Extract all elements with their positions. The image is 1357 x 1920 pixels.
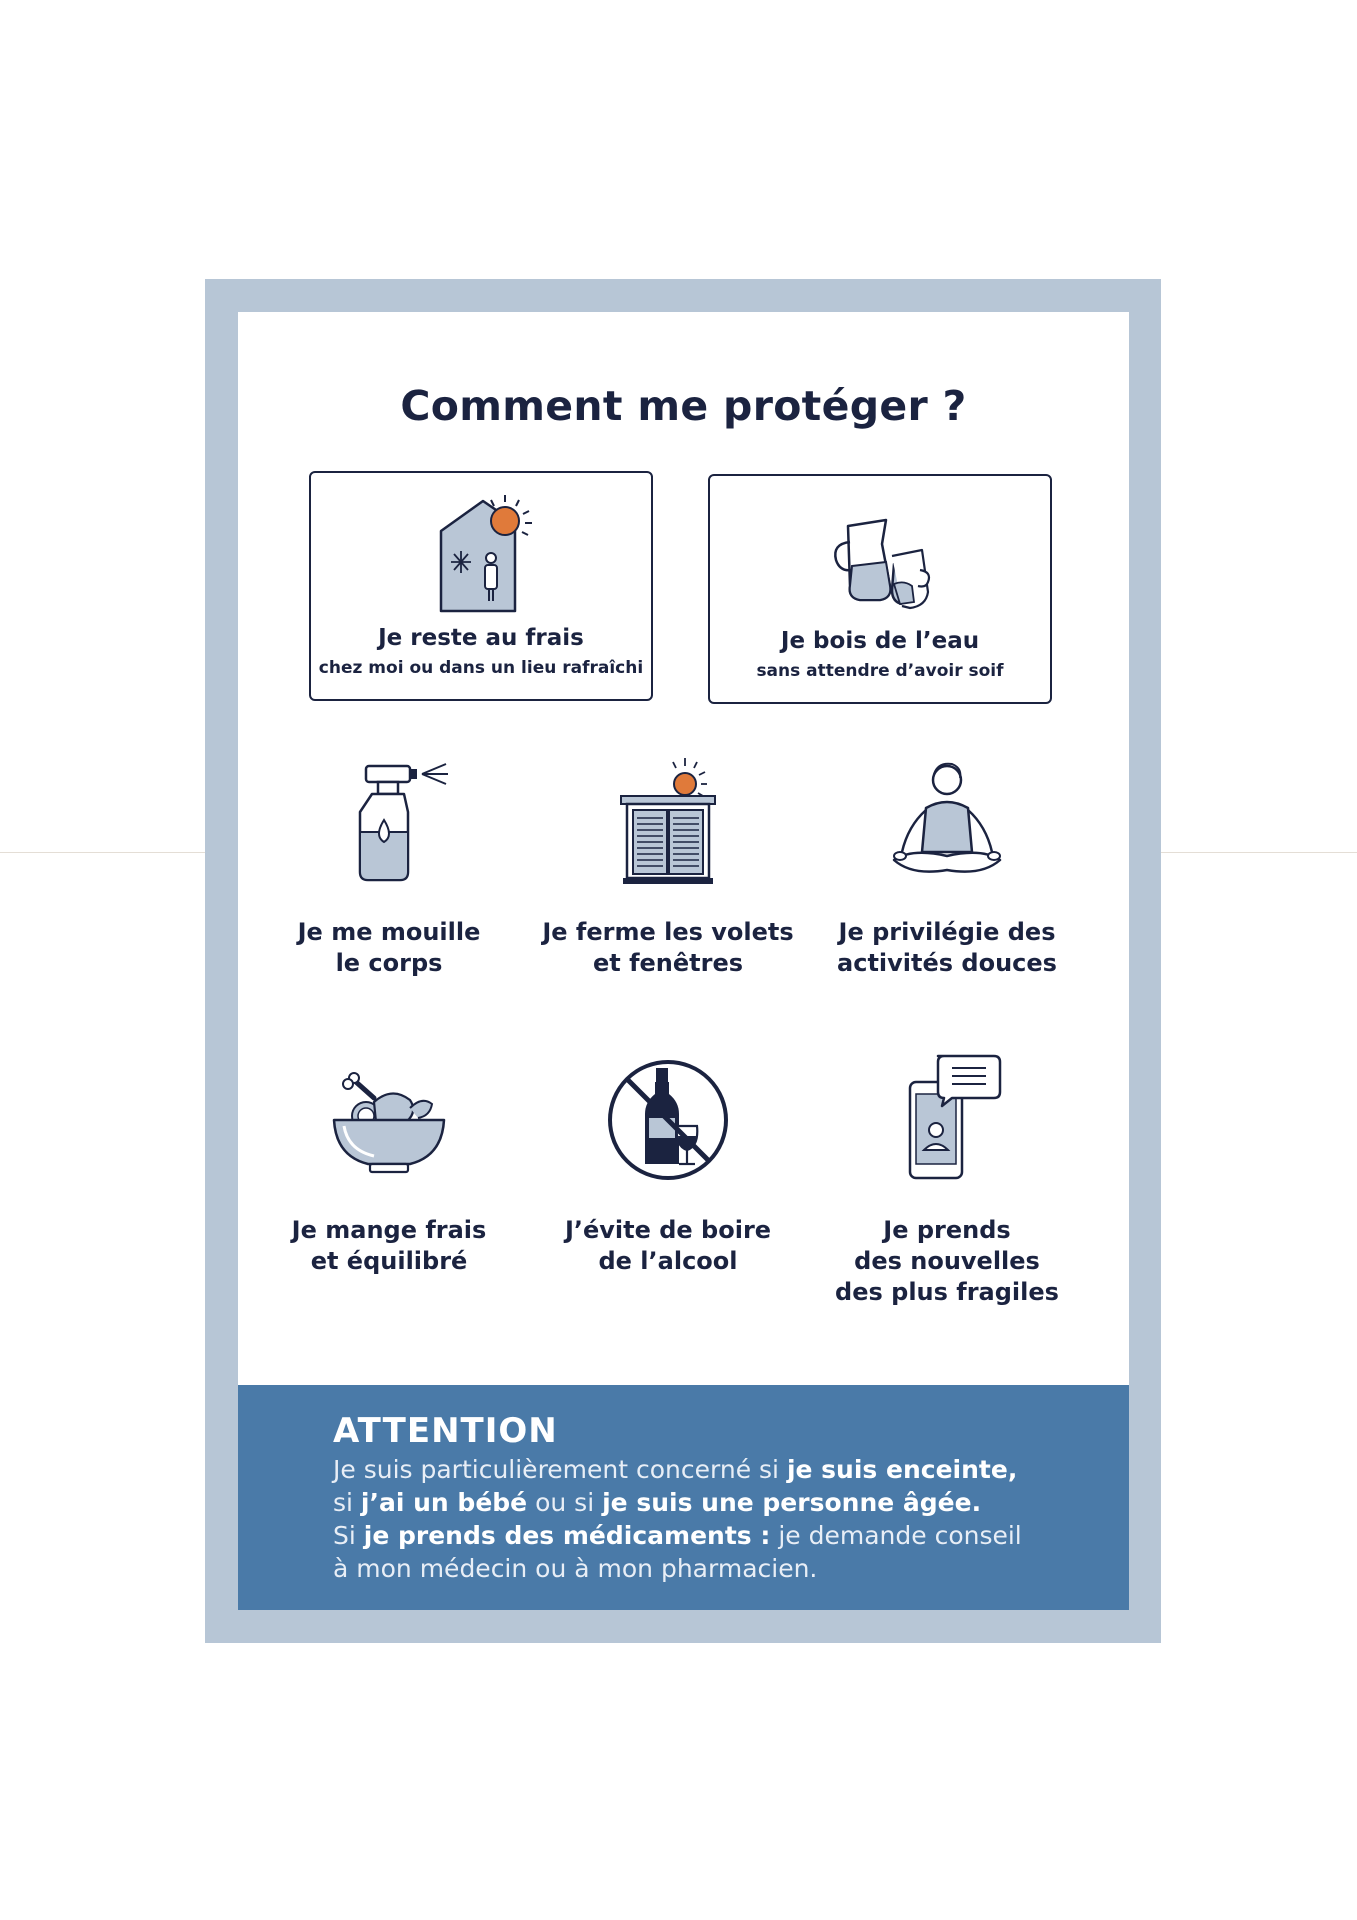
house-cool-icon: [423, 483, 543, 618]
no-alcohol-icon: [593, 1052, 743, 1192]
tip-label: Je privilégie des activités douces: [837, 918, 1057, 977]
tip-label: Je mange frais et équilibré: [291, 1216, 487, 1275]
tip-box-title: Je reste au frais: [378, 625, 584, 651]
shutters-icon: [593, 752, 743, 892]
attention-text: [333, 1453, 1093, 1585]
tip-box-drink-water: [708, 474, 1052, 704]
poster-card: [238, 312, 1129, 1610]
attention-text-part: ou si: [527, 1488, 603, 1517]
tip-avoid-alcohol: [538, 1052, 798, 1275]
phone-message-icon: [872, 1052, 1022, 1192]
attention-title: ATTENTION: [333, 1411, 558, 1451]
tip-box-subtitle: chez moi ou dans un lieu rafraîchi: [318, 658, 644, 678]
attention-emphasis: je suis enceinte,: [786, 1455, 1018, 1484]
attention-text-part: si: [333, 1488, 361, 1517]
water-jug-icon: [822, 486, 942, 621]
tip-box-stay-cool: [309, 471, 653, 701]
tip-label: Je me mouille le corps: [297, 918, 481, 977]
attention-text-part: à mon médecin ou à mon pharmacien.: [333, 1554, 818, 1583]
food-bowl-icon: [314, 1052, 464, 1192]
tip-gentle-activity: [817, 752, 1077, 977]
attention-emphasis: j’ai un bébé: [360, 1488, 528, 1517]
attention-banner: [238, 1385, 1129, 1610]
attention-emphasis: je suis une personne âgée.: [602, 1488, 982, 1517]
attention-text-part: Je suis particulièrement concerné si: [333, 1455, 787, 1484]
tip-box-title: Je bois de l’eau: [780, 628, 980, 654]
tip-eat-fresh: [259, 1052, 519, 1275]
attention-emphasis: je prends des médicaments :: [363, 1521, 771, 1550]
tip-label: J’évite de boire de l’alcool: [564, 1216, 772, 1275]
tip-check-vulnerable: [817, 1052, 1077, 1306]
tip-label: Je ferme les volets et fenêtres: [542, 918, 794, 977]
page-title: Comment me protéger ?: [400, 382, 967, 430]
meditation-icon: [872, 752, 1022, 892]
tip-spray-water: [259, 752, 519, 977]
attention-text-part: Si: [333, 1521, 364, 1550]
tip-label: Je prends des nouvelles des plus fragiles: [835, 1216, 1059, 1306]
attention-text-part: je demande conseil: [770, 1521, 1022, 1550]
tip-box-subtitle: sans attendre d’avoir soif: [756, 661, 1004, 681]
poster-frame: [205, 279, 1161, 1643]
tip-close-shutters: [538, 752, 798, 977]
spray-bottle-icon: [314, 752, 464, 892]
